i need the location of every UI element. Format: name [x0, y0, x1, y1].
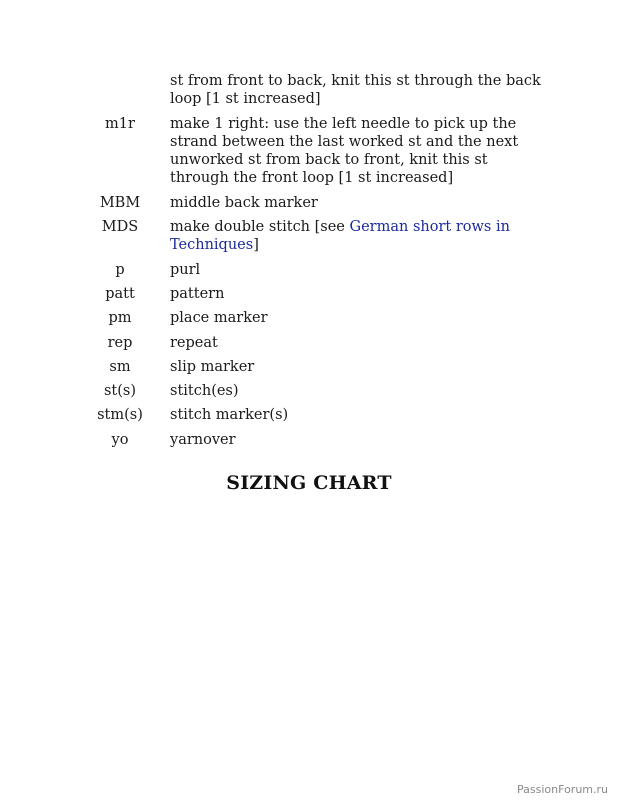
section-heading: SIZING CHART: [226, 472, 392, 494]
abbreviation-term: MBM: [99, 194, 141, 211]
abbreviation-definition: middle back marker: [170, 194, 318, 211]
abbreviation-term: m1r: [105, 115, 135, 132]
abbreviation-definition: pattern: [170, 285, 225, 302]
abbreviation-definition: make 1 right: use the left needle to pick up the strand between the last worked st and the next unworked st from back to front, knit this st through the front loop [1 st increased]: [170, 115, 519, 187]
abbreviation-row: [70, 261, 550, 279]
abbreviation-definition: purl: [170, 261, 201, 278]
abbreviation-row: [70, 218, 550, 255]
abbreviation-term: pm: [108, 310, 132, 327]
watermark-text: PassionForum.ru: [517, 783, 608, 796]
definition-text: make double stitch [see: [170, 219, 350, 236]
abbreviation-definition: stitch marker(s): [170, 407, 289, 424]
abbreviation-definition: place marker: [170, 310, 268, 327]
abbreviation-row: [70, 194, 550, 212]
abbreviation-row: [70, 382, 550, 400]
abbreviation-definition: yarnover: [170, 431, 236, 448]
abbreviation-row: [70, 358, 550, 376]
abbreviation-term: p: [115, 261, 125, 278]
abbreviation-definition: repeat: [170, 334, 218, 351]
abbreviation-term: sm: [109, 358, 131, 375]
abbreviation-row: [70, 406, 550, 424]
abbreviation-term: MDS: [101, 219, 139, 236]
abbreviation-row: [70, 431, 550, 449]
definition-text: ]: [253, 237, 259, 254]
abbreviation-term: stm(s): [97, 407, 143, 424]
abbreviation-term: rep: [107, 334, 133, 351]
abbreviations-table: [70, 72, 550, 455]
abbreviation-term: yo: [111, 431, 129, 448]
abbreviation-definition: slip marker: [170, 358, 255, 375]
abbreviation-term: st(s): [103, 383, 137, 400]
techniques-link[interactable]: German short rows in Techniques: [170, 219, 510, 254]
abbreviation-row: [70, 72, 550, 109]
abbreviation-row: [70, 334, 550, 352]
abbreviation-row: [70, 115, 550, 188]
abbreviation-row: [70, 309, 550, 327]
abbreviation-definition: stitch(es): [170, 383, 239, 400]
abbreviation-term: patt: [105, 285, 135, 302]
abbreviation-row: [70, 285, 550, 303]
abbreviation-definition: st from front to back, knit this st through the back loop [1 st increased]: [170, 73, 541, 108]
abbreviation-definition: [170, 218, 550, 255]
